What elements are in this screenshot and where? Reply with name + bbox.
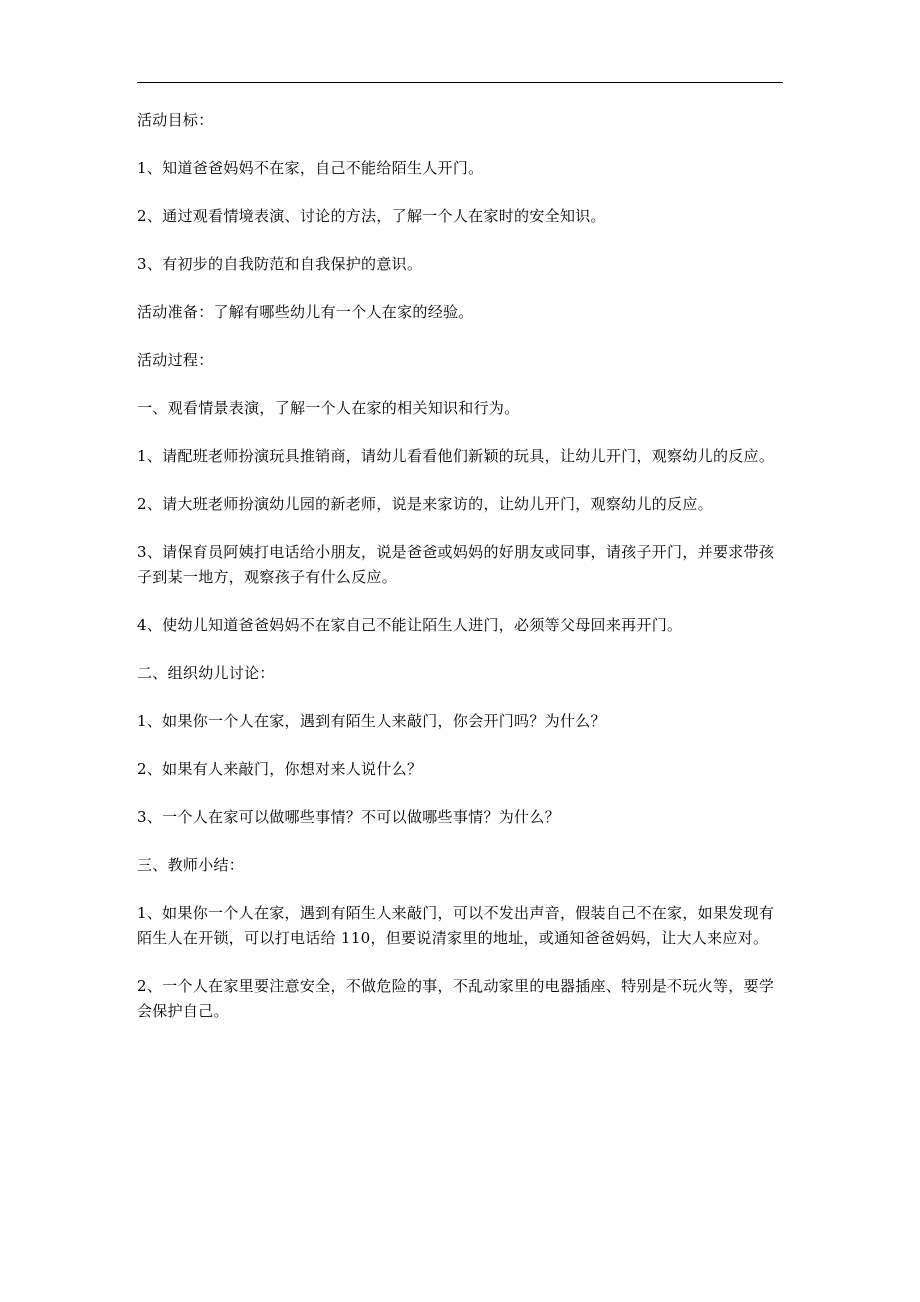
goal-item-1: 1、知道爸爸妈妈不在家，自己不能给陌生人开门。	[137, 159, 484, 177]
summary-item-2: 2、一个人在家里要注意安全，不做危险的事，不乱动家里的电器插座、特别是不玩火等，要学会保护自己。	[137, 977, 775, 1020]
goal-item-3: 3、有初步的自我防范和自我保护的意识。	[137, 255, 423, 273]
process-step-1-heading: 一、观看情景表演，了解一个人在家的相关知识和行为。	[137, 399, 520, 417]
header-rule	[137, 82, 783, 83]
process-step-3-heading: 三、教师小结：	[137, 856, 245, 874]
discussion-item-2: 2、如果有人来敲门，你想对来人说什么？	[137, 760, 423, 778]
preparation-paragraph: 活动准备：了解有哪些幼儿有一个人在家的经验。	[137, 303, 474, 321]
section-heading-process: 活动过程：	[137, 351, 214, 369]
process-step-1-item-1: 1、请配班老师扮演玩具推销商，请幼儿看看他们新颖的玩具，让幼儿开门，观察幼儿的反应。	[137, 447, 775, 465]
document-body	[137, 108, 783, 1047]
process-step-1-item-3: 3、请保育员阿姨打电话给小朋友，说是爸爸或妈妈的好朋友或同事，请孩子开门，并要求带孩子到某一地方，观察孩子有什么反应。	[137, 543, 775, 586]
goal-item-2: 2、通过观看情境表演、讨论的方法，了解一个人在家时的安全知识。	[137, 207, 606, 225]
summary-item-1: 1、如果你一个人在家，遇到有陌生人来敲门，可以不发出声音，假装自己不在家，如果发现有陌生人在开锁，可以打电话给 110，但要说清家里的地址，或通知爸爸妈妈，让大人来应对。	[137, 904, 775, 947]
process-step-1-item-2: 2、请大班老师扮演幼儿园的新老师，说是来家访的，让幼儿开门，观察幼儿的反应。	[137, 495, 713, 513]
section-heading-goals: 活动目标：	[137, 111, 214, 129]
process-step-1-item-4: 4、使幼儿知道爸爸妈妈不在家自己不能让陌生人进门，必须等父母回来再开门。	[137, 616, 683, 634]
process-step-2-heading: 二、组织幼儿讨论：	[137, 664, 275, 682]
discussion-item-1: 1、如果你一个人在家，遇到有陌生人来敲门，你会开门吗？为什么？	[137, 712, 606, 730]
discussion-item-3: 3、一个人在家可以做哪些事情？不可以做哪些事情？为什么？	[137, 808, 560, 826]
